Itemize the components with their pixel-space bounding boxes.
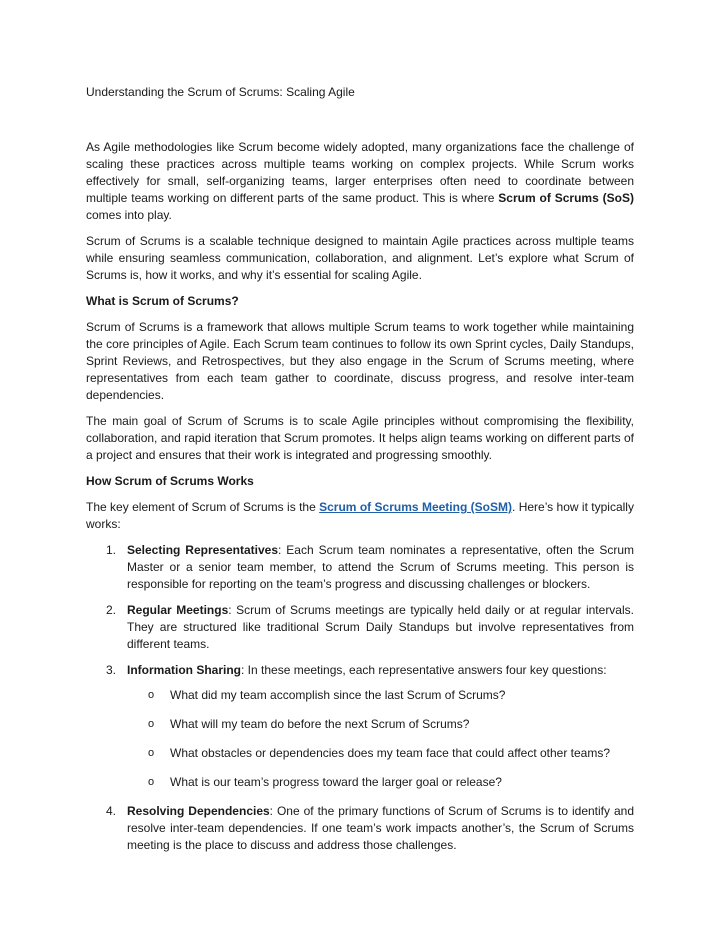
- question-text: What did my team accomplish since the last Scrum of Scrums?: [170, 688, 506, 702]
- list-item: [86, 662, 634, 791]
- list-item-number: 4.: [106, 804, 117, 818]
- question-item: [127, 687, 634, 704]
- intro-bold-term: Scrum of Scrums (SoS): [498, 191, 634, 205]
- list-item-text: : Each Scrum team nominates a representative, often the Scrum Master or a senior team member, to attend the Scrum of Scrums meeting. This person is responsible for reporting on the team’s progress and discussing challenges or blockers.: [127, 543, 634, 591]
- key-element-text: The key element of Scrum of Scrums is the: [86, 500, 320, 514]
- list-item-label: Information Sharing: [127, 663, 241, 677]
- intro-paragraph: [86, 139, 634, 224]
- questions-list: [127, 687, 634, 791]
- list-item-label: Resolving Dependencies: [127, 804, 270, 818]
- list-item-text: : One of the primary functions of Scrum of Scrums is to identify and resolve inter-team dependencies. If one team’s work impacts another’s, the Scrum of Scrums meeting is the place to discuss and address those challenges.: [127, 804, 634, 852]
- list-item-number: 2.: [106, 603, 117, 617]
- sosm-link[interactable]: Scrum of Scrums Meeting (SoSM): [319, 500, 512, 514]
- intro-text: As Agile methodologies like Scrum become widely adopted, many organizations face the challenge of scaling these practices across multiple teams working on complex projects. While Scrum works effectively for small, self-organizing teams, larger enterprises often need to coordinate between multiple teams working on different parts of the same product. This is where: [86, 140, 634, 205]
- key-element-paragraph: [86, 499, 634, 533]
- document-title: Understanding the Scrum of Scrums: Scaling Agile: [86, 85, 355, 99]
- list-item-text: : In these meetings, each representative answers four key questions:: [241, 663, 607, 677]
- question-item: [127, 716, 634, 733]
- hollow-bullet-icon: o: [148, 776, 155, 788]
- key-element-text-end: . Here’s how it typically works:: [86, 500, 634, 531]
- steps-list: [86, 542, 634, 854]
- section-heading-what-is: What is Scrum of Scrums?: [86, 294, 239, 308]
- list-item: [86, 803, 634, 854]
- list-item: [86, 542, 634, 593]
- hollow-bullet-icon: o: [148, 718, 155, 730]
- question-item: [127, 745, 634, 762]
- list-item: [86, 602, 634, 653]
- intro-text-end: comes into play.: [86, 208, 172, 222]
- list-item-text: : Scrum of Scrums meetings are typically held daily or at regular intervals. They are structured like traditional Scrum Daily Standups but involve representatives from different teams.: [127, 603, 634, 651]
- question-item: [127, 774, 634, 791]
- main-goal-paragraph: The main goal of Scrum of Scrums is to scale Agile principles without compromising the flexibility, collaboration, and rapid iteration that Scrum promotes. It helps align teams working on different parts of a project and ensures that their work is integrated and progressing smoothly.: [86, 414, 634, 462]
- hollow-bullet-icon: o: [148, 747, 155, 759]
- hollow-bullet-icon: o: [148, 689, 155, 701]
- list-item-label: Regular Meetings: [127, 603, 229, 617]
- list-item-number: 1.: [106, 543, 117, 557]
- framework-paragraph: Scrum of Scrums is a framework that allows multiple Scrum teams to work together while maintaining the core principles of Agile. Each Scrum team continues to follow its own Sprint cycles, Daily Standups, Sprint Reviews, and Retrospectives, but they also engage in the Scrum of Scrums meeting, where representatives from each team gather to coordinate, discuss progress, and resolve inter-team dependencies.: [86, 320, 634, 402]
- list-item-label: Selecting Representatives: [127, 543, 279, 557]
- list-item-number: 3.: [106, 663, 117, 677]
- question-text: What obstacles or dependencies does my team face that could affect other teams?: [170, 746, 611, 760]
- question-text: What is our team’s progress toward the larger goal or release?: [170, 775, 502, 789]
- question-text: What will my team do before the next Scrum of Scrums?: [170, 717, 470, 731]
- scalable-technique-paragraph: Scrum of Scrums is a scalable technique designed to maintain Agile practices across multiple teams while ensuring seamless communication, collaboration, and alignment. Let’s explore what Scrum of Scrums is, how it works, and why it’s essential for scaling Agile.: [86, 234, 634, 282]
- section-heading-how-it-works: How Scrum of Scrums Works: [86, 474, 254, 488]
